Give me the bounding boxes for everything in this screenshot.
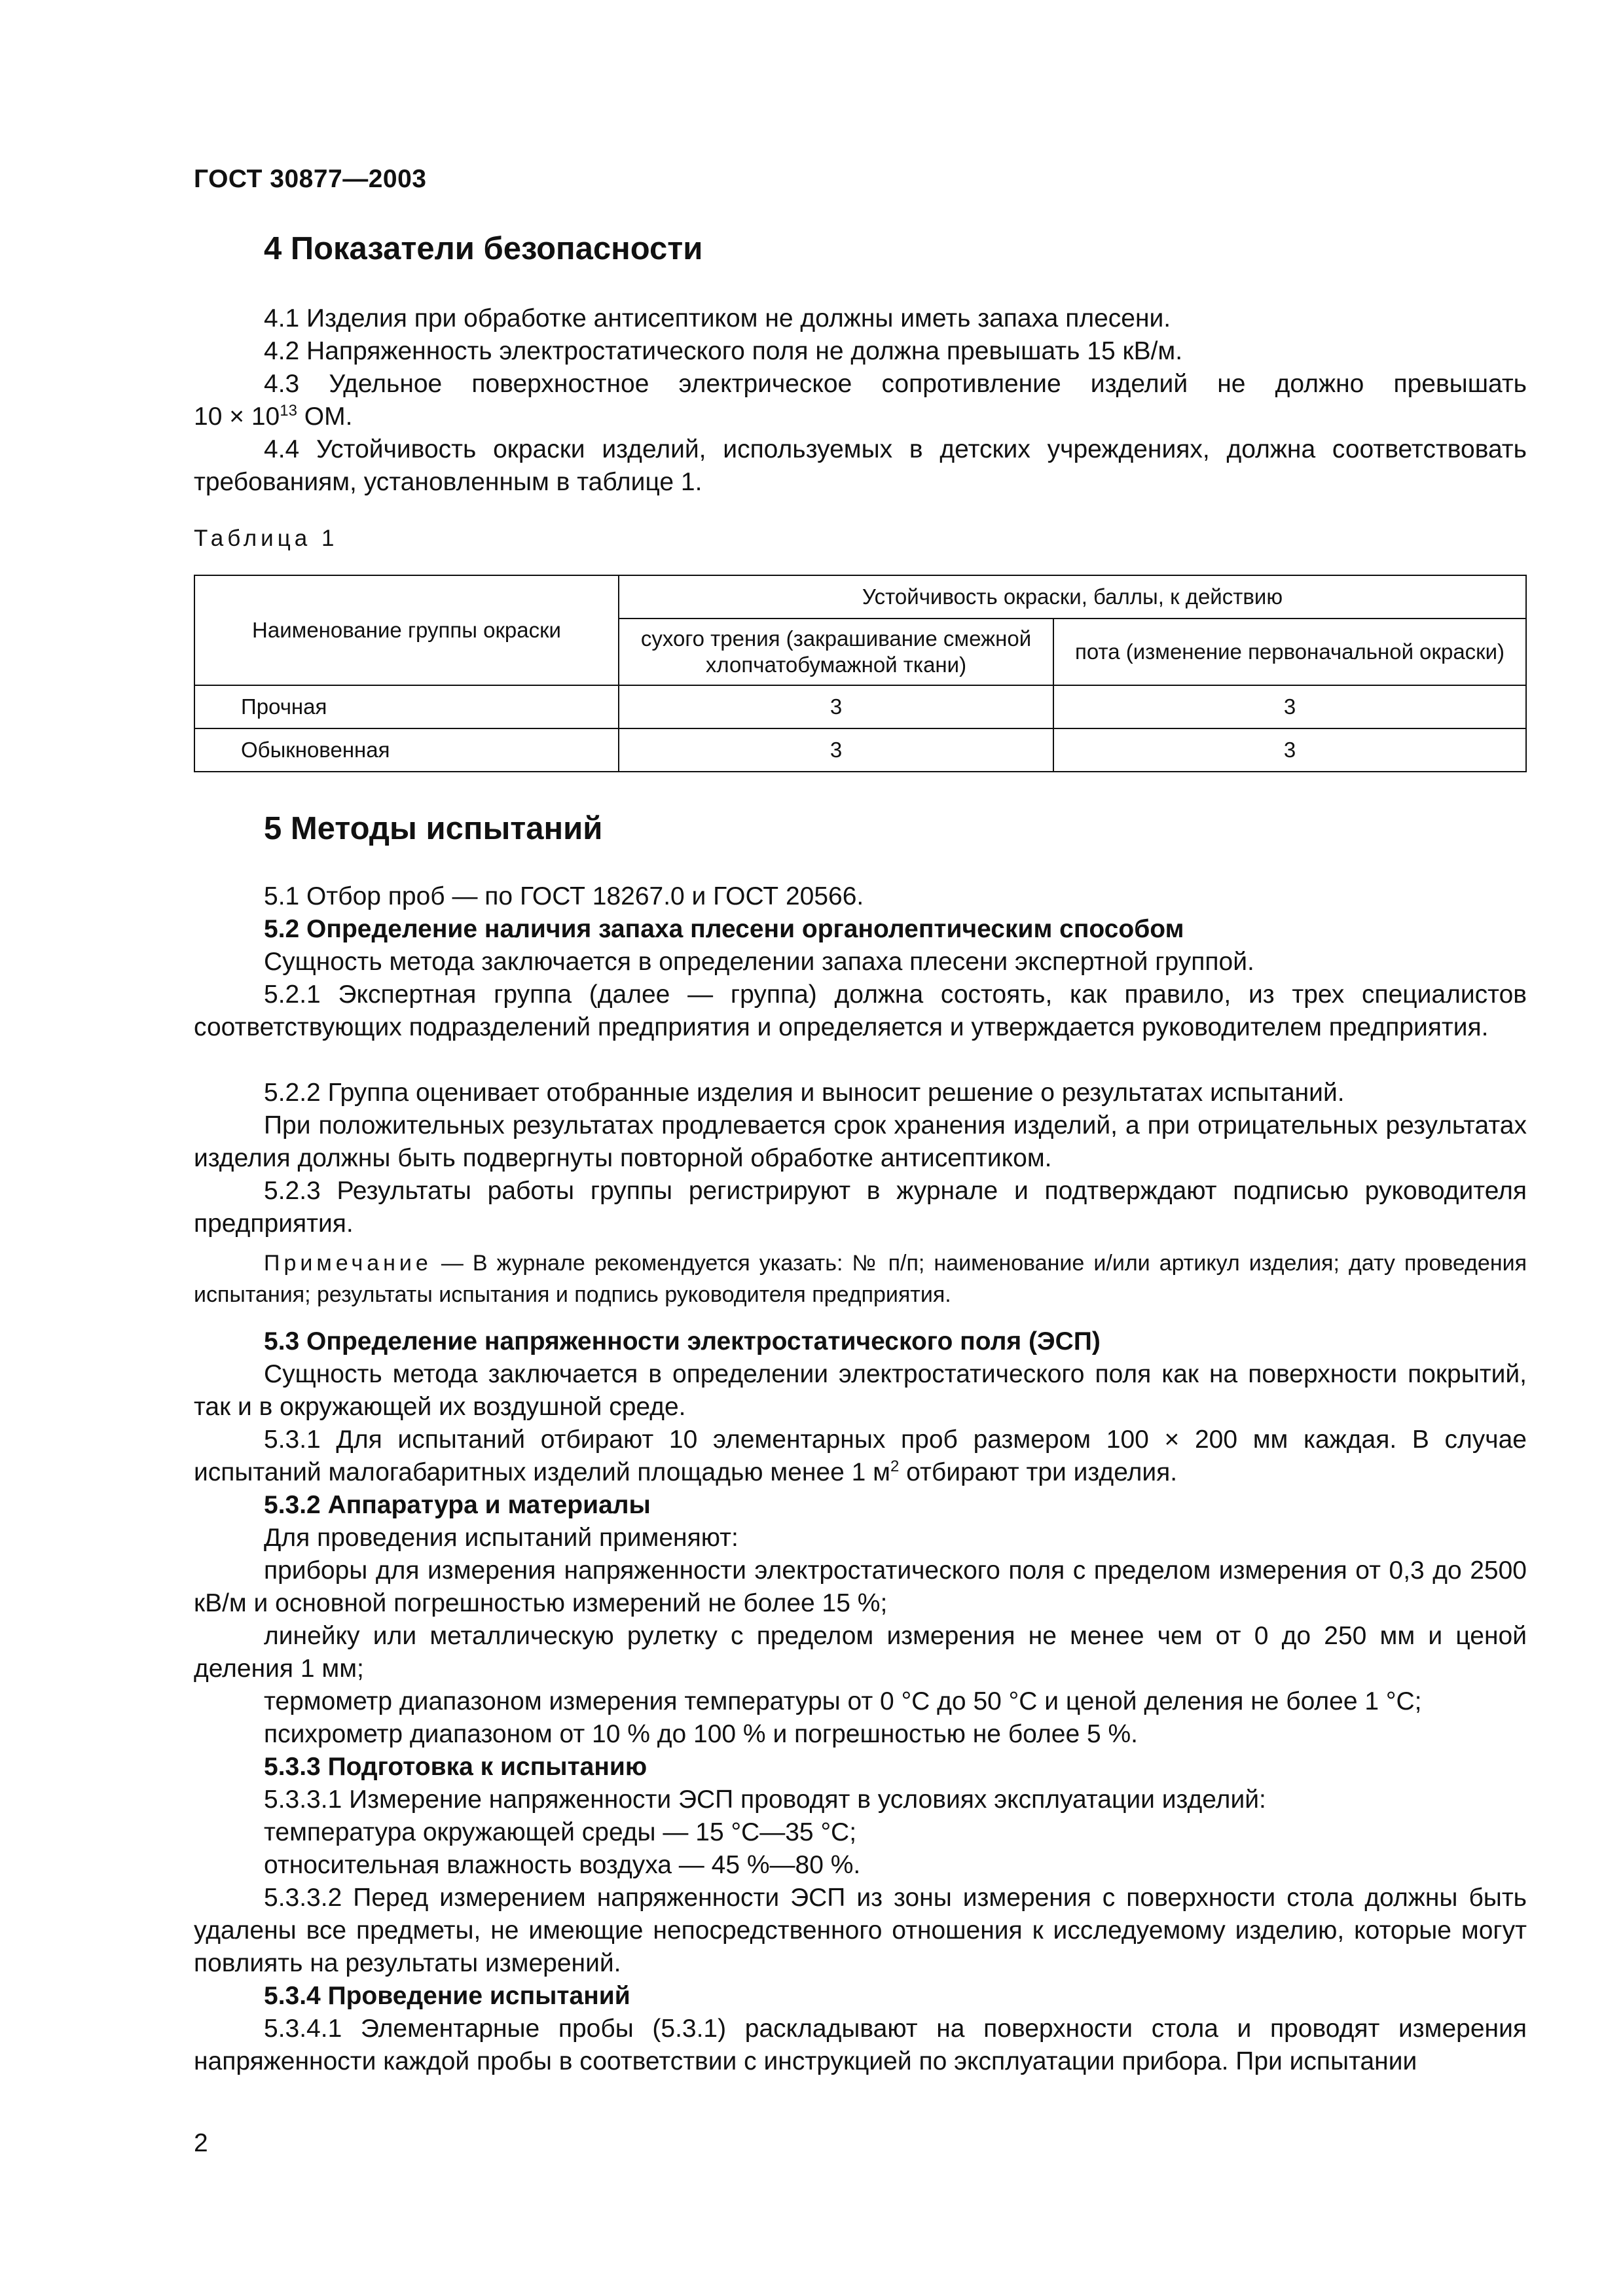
paragraph-5-3-1-exponent: 2 xyxy=(890,1458,900,1475)
section-4-title: 4 Показатели безопасности xyxy=(264,231,703,266)
table-cell-value: 3 xyxy=(1053,728,1526,772)
paragraph-4-3-value: 10 × 10 xyxy=(194,403,280,431)
paragraph-5-3-2-intro: Для проведения испытаний применяют: xyxy=(264,1524,739,1552)
paragraph-5-3-3-2: 5.3.3.2 Перед измерением напряженности ЭСП из зоны измерения с поверхности стола должны быть удалены все предметы, не имеющие непосредственного отношения к исследуемому изделию, которые могут повлиять на результаты измерений. xyxy=(194,1884,1527,1977)
paragraph-4-2: 4.2 Напряженность электростатического поля не должна превышать 15 кВ/м. xyxy=(264,337,1183,365)
paragraph-5-3-3-1: 5.3.3.1 Измерение напряженности ЭСП проводят в условиях эксплуатации изделий: xyxy=(264,1785,1266,1814)
table-header-super: Устойчивость окраски, баллы, к действию xyxy=(619,575,1526,619)
paragraph-5-3-2-d: психрометр диапазоном от 10 % до 100 % и погрешностью не более 5 %. xyxy=(264,1720,1139,1748)
table-1 xyxy=(194,575,1527,772)
heading-5-3-4: 5.3.4 Проведение испытаний xyxy=(264,1982,630,2010)
table-cell-name: Обыкновенная xyxy=(194,728,619,772)
paragraph-5-3-2-c: термометр диапазоном измерения температуры от 0 °С до 50 °С и ценой деления не более 1 °С; xyxy=(264,1687,1422,1715)
paragraph-5-3-1-text: 5.3.1 Для испытаний отбирают 10 элементарных проб размером 100 × 200 мм каждая. В случае испытаний малогабаритных изделий площадью менее 1 м xyxy=(194,1426,1527,1486)
page-number: 2 xyxy=(194,2129,208,2157)
table-header-group: Наименование группы окраски xyxy=(194,575,619,685)
table-header-dry-rub: сухого трения (закрашивание смежной хлопчатобумажной ткани) xyxy=(619,619,1053,685)
paragraph-4-1: 4.1 Изделия при обработке антисептиком не должны иметь запаха плесени. xyxy=(264,304,1171,332)
table-row xyxy=(194,728,1526,772)
table-header-sweat: пота (изменение первоначальной окраски) xyxy=(1053,619,1526,685)
table-row xyxy=(194,685,1526,728)
paragraph-5-3-3-1-b: относительная влажность воздуха — 45 %—80 %. xyxy=(264,1851,861,1879)
paragraph-5-1: 5.1 Отбор проб — по ГОСТ 18267.0 и ГОСТ 20566. xyxy=(264,882,864,910)
note-label: Примечание xyxy=(264,1251,432,1276)
paragraph-5-3-3-1-a: температура окружающей среды — 15 °С—35 °С; xyxy=(264,1818,857,1846)
table-cell-name: Прочная xyxy=(194,685,619,728)
paragraph-5-2-intro: Сущность метода заключается в определении запаха плесени экспертной группой. xyxy=(264,948,1254,976)
paragraph-5-3-2-a: приборы для измерения напряженности электростатического поля с пределом измерения от 0,3 до 2500 кВ/м и основной погрешностью измерений не более 15 %; xyxy=(194,1556,1527,1617)
paragraph-5-3-1 xyxy=(194,1424,1527,1489)
note xyxy=(194,1247,1527,1310)
paragraph-4-3-line1: 4.3 Удельное поверхностное электрическое сопротивление изделий не должно превышать xyxy=(264,370,1527,398)
heading-5-2: 5.2 Определение наличия запаха плесени органолептическим способом xyxy=(264,915,1184,943)
heading-5-3: 5.3 Определение напряженности электростатического поля (ЭСП) xyxy=(264,1327,1101,1355)
heading-5-3-3: 5.3.3 Подготовка к испытанию xyxy=(264,1753,647,1781)
paragraph-5-2-2: 5.2.2 Группа оценивает отобранные изделия и выносит решение о результатах испытаний. xyxy=(264,1079,1345,1107)
document-code-header: ГОСТ 30877—2003 xyxy=(194,165,427,193)
paragraph-5-2-1: 5.2.1 Экспертная группа (далее — группа) должна состоять, как правило, из трех специалистов соответствующих подразделений предприятия и определяется и утверждается руководителем предприятия. xyxy=(194,980,1527,1041)
section-5-title: 5 Методы испытаний xyxy=(264,811,603,846)
paragraph-4-4: 4.4 Устойчивость окраски изделий, используемых в детских учреждениях, должна соответствовать требованиям, установленным в таблице 1. xyxy=(194,435,1527,496)
paragraph-4-3-exponent: 13 xyxy=(280,402,297,420)
paragraph-5-2-3: 5.2.3 Результаты работы группы регистрируют в журнале и подтверждают подписью руководителя предприятия. xyxy=(194,1177,1527,1238)
paragraph-5-3-2-b: линейку или металлическую рулетку с пределом измерения не менее чем от 0 до 250 мм и ценой деления 1 мм; xyxy=(194,1622,1527,1683)
table-cell-value: 3 xyxy=(619,728,1053,772)
paragraph-5-3-intro: Сущность метода заключается в определении электростатического поля как на поверхности покрытий, так и в окружающей их воздушной среде. xyxy=(194,1360,1527,1421)
table-1-caption: Таблица 1 xyxy=(194,526,338,551)
table-cell-value: 3 xyxy=(619,685,1053,728)
note-text: — В журнале рекомендуется указать: № п/п; наименование и/или артикул изделия; дату проведения испытания; результаты испытания и подпись руководителя предприятия. xyxy=(194,1251,1527,1307)
paragraph-4-3-unit: ОМ. xyxy=(297,403,353,431)
paragraph-5-3-1-end: отбирают три изделия. xyxy=(899,1458,1178,1486)
paragraph-4-3-line2 xyxy=(194,401,1527,433)
paragraph-5-3-4-1: 5.3.4.1 Элементарные пробы (5.3.1) раскладывают на поверхности стола и проводят измерения напряженности каждой пробы в соответствии с инструкцией по эксплуатации прибора. При испытании xyxy=(194,2015,1527,2075)
paragraph-5-2-2-b: При положительных результатах продлевается срок хранения изделий, а при отрицательных результатах изделия должны быть подвергнуты повторной обработке антисептиком. xyxy=(194,1111,1527,1172)
heading-5-3-2: 5.3.2 Аппаратура и материалы xyxy=(264,1491,651,1519)
table-cell-value: 3 xyxy=(1053,685,1526,728)
